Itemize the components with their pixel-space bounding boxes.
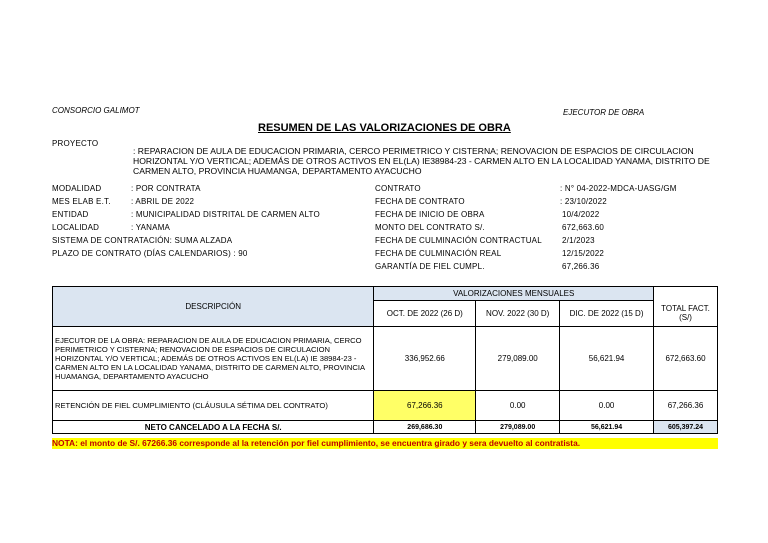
contrato-label: CONTRATO xyxy=(375,184,421,193)
culminacion-contractual-value: 2/1/2023 xyxy=(562,236,595,245)
monto-value: 672,663.60 xyxy=(562,223,605,232)
project-label: PROYECTO xyxy=(52,139,99,148)
month-header-dic: DIC. DE 2022 (15 D) xyxy=(560,301,654,327)
monto-label: MONTO DEL CONTRATO S/. xyxy=(375,223,485,232)
descripcion-header: DESCRIPCIÓN xyxy=(53,287,374,327)
month-header-nov: NOV. 2022 (30 D) xyxy=(476,301,560,327)
mes-label: MES ELAB E.T. xyxy=(52,197,111,206)
entidad-value: : MUNICIPALIDAD DISTRITAL DE CARMEN ALTO xyxy=(131,210,320,219)
total-header-top xyxy=(654,287,718,301)
culminacion-real-label: FECHA DE CULMINACIÓN REAL xyxy=(375,249,502,258)
neto-total-value: 605,397.24 xyxy=(654,421,718,434)
valorizaciones-table xyxy=(52,286,718,434)
neto-label: NETO CANCELADO A LA FECHA S/. xyxy=(53,421,374,434)
row-oct-value: 336,952.66 xyxy=(374,327,476,391)
valorizaciones-header: VALORIZACIONES MENSUALES xyxy=(374,287,654,301)
contrato-value: : N° 04-2022-MDCA-UASG/GM xyxy=(560,184,677,193)
mes-value: : ABRIL DE 2022 xyxy=(131,197,195,206)
culminacion-real-value: 12/15/2022 xyxy=(562,249,605,258)
localidad-label: LOCALIDAD xyxy=(52,223,100,232)
modalidad-label: MODALIDAD xyxy=(52,184,102,193)
neto-dic-value: 56,621.94 xyxy=(560,421,654,434)
total-header: TOTAL FACT. (S/) xyxy=(654,301,718,327)
row-dic-value: 56,621.94 xyxy=(560,327,654,391)
row-desc-retencion: RETENCIÓN DE FIEL CUMPLIMIENTO (CLÁUSULA SÉTIMA DEL CONTRATO) xyxy=(53,391,374,421)
garantia-label: GARANTÍA DE FIEL CUMPL. xyxy=(375,262,485,271)
fecha-contrato-label: FECHA DE CONTRATO xyxy=(375,197,465,206)
retencion-nov-value: 0.00 xyxy=(476,391,560,421)
culminacion-contractual-label: FECHA DE CULMINACIÓN CONTRACTUAL xyxy=(375,236,542,245)
month-header-oct: OCT. DE 2022 (26 D) xyxy=(374,301,476,327)
fecha-contrato-value: : 23/10/2022 xyxy=(560,197,607,206)
neto-oct-value: 269,686.30 xyxy=(374,421,476,434)
table-row xyxy=(53,327,718,391)
plazo-label: PLAZO DE CONTRATO (DÍAS CALENDARIOS) : 90 xyxy=(52,249,248,258)
consorcio-name: CONSORCIO GALIMOT xyxy=(52,106,140,115)
project-text: : REPARACION DE AULA DE EDUCACION PRIMARIA, CERCO PERIMETRICO Y CISTERNA; RENOVACION DE ESPACIOS DE CIRCULACION HORIZONTAL Y/O VERTICAL; ADEMÁS DE OTROS ACTIVOS EN EL(LA) IE38984-23 - CARMEN ALTO EN LA LOCALIDAD YANAMA, DISTRITO DE CARMEN ALTO, PROVINCIA HUAMANGA, DEPARTAMENTO AYACUCHO xyxy=(133,146,710,176)
neto-nov-value: 279,089.00 xyxy=(476,421,560,434)
row-desc-ejecutor: EJECUTOR DE LA OBRA: REPARACION DE AULA DE EDUCACION PRIMARIA, CERCO PERIMETRICO Y CISTERNA; RENOVACION DE ESPACIOS DE CIRCULACION HORIZONTAL Y/O VERTICAL; ADEMÁS DE OTROS ACTIVOS EN EL(LA) IE 38984-23 - CARMEN ALTO EN LA LOCALIDAD YANAMA, DISTRITO DE CARMEN ALTO, PROVINCIA HUAMANGA, DEPARTAMENTO AYACUCHO xyxy=(53,327,374,391)
garantia-value: 67,266.36 xyxy=(562,262,600,271)
ejecutor-label: EJECUTOR DE OBRA xyxy=(563,108,645,117)
table-row xyxy=(53,391,718,421)
row-nov-value: 279,089.00 xyxy=(476,327,560,391)
retencion-dic-value: 0.00 xyxy=(560,391,654,421)
modalidad-value: : POR CONTRATA xyxy=(131,184,201,193)
nota-text: NOTA: el monto de S/. 67266.36 corresponde al la retención por fiel cumplimiento, se encuentra girado y sera devuelto al contratista. xyxy=(52,438,718,449)
row-total-value: 672,663.60 xyxy=(654,327,718,391)
entidad-label: ENTIDAD xyxy=(52,210,89,219)
fecha-inicio-value: 10/4/2022 xyxy=(562,210,600,219)
sistema-label: SISTEMA DE CONTRATACIÓN: SUMA ALZADA xyxy=(52,236,233,245)
retencion-oct-value: 67,266.36 xyxy=(374,391,476,421)
neto-row xyxy=(53,421,718,434)
localidad-value: : YANAMA xyxy=(131,223,171,232)
fecha-inicio-label: FECHA DE INICIO DE OBRA xyxy=(375,210,485,219)
retencion-total-value: 67,266.36 xyxy=(654,391,718,421)
page-title: RESUMEN DE LAS VALORIZACIONES DE OBRA xyxy=(258,122,511,134)
